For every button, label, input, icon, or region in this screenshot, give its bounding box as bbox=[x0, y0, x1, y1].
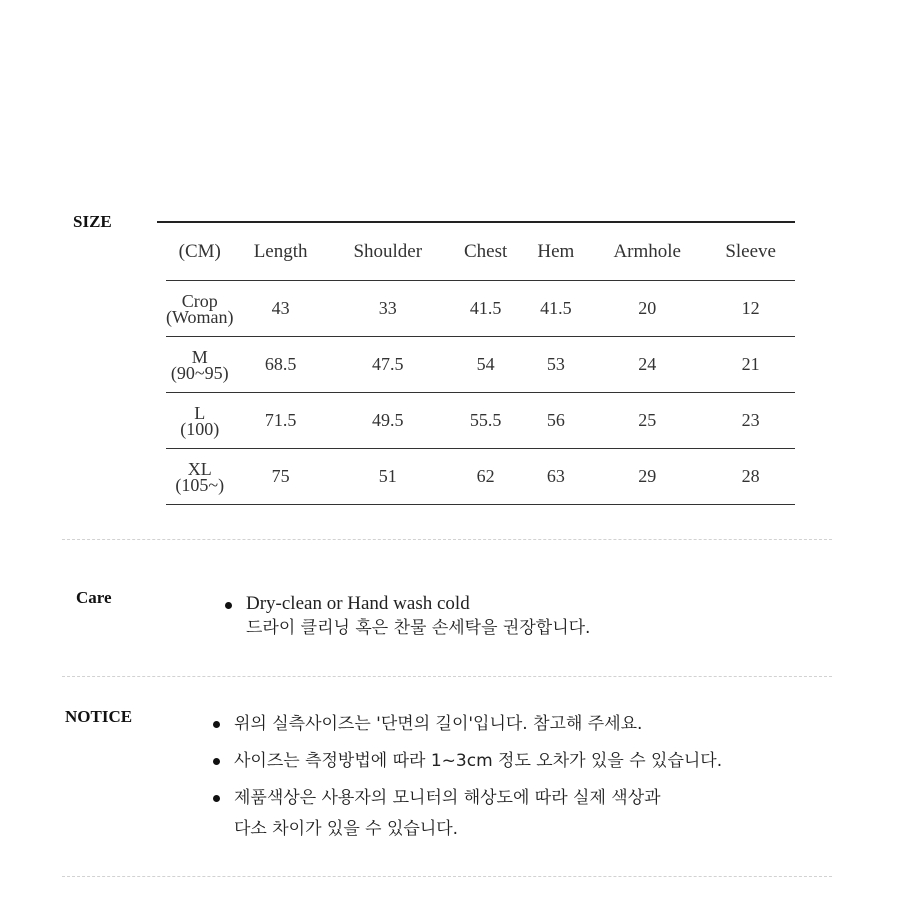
measure-cell: 12 bbox=[706, 281, 795, 337]
header-cell-length: Length bbox=[234, 223, 328, 281]
header-cell-armhole: Armhole bbox=[588, 223, 706, 281]
notice-text: 사이즈는 측정방법에 따라 1~3cm 정도 오차가 있을 수 있습니다. bbox=[234, 751, 723, 771]
section-divider bbox=[62, 876, 832, 877]
list-item bbox=[210, 706, 722, 743]
measure-cell: 56 bbox=[524, 393, 589, 449]
list-item bbox=[210, 780, 722, 817]
table-row bbox=[166, 449, 795, 505]
size-name: Crop bbox=[181, 290, 218, 311]
measure-cell: 47.5 bbox=[328, 337, 448, 393]
measure-cell: 25 bbox=[588, 393, 706, 449]
measure-cell: 21 bbox=[706, 337, 795, 393]
measure-cell: 53 bbox=[524, 337, 589, 393]
size-cell bbox=[166, 449, 234, 505]
table-row bbox=[166, 337, 795, 393]
care-list bbox=[222, 592, 590, 640]
list-item bbox=[222, 592, 590, 640]
size-range: (100) bbox=[180, 418, 220, 439]
measure-cell: 68.5 bbox=[234, 337, 328, 393]
notice-section-label: NOTICE bbox=[65, 707, 133, 726]
size-name: L bbox=[194, 402, 206, 423]
header-cell-sleeve: Sleeve bbox=[706, 223, 795, 281]
care-section-label: Care bbox=[76, 588, 112, 607]
size-section-label: SIZE bbox=[73, 212, 112, 231]
list-item bbox=[210, 743, 722, 780]
measure-cell: 29 bbox=[588, 449, 706, 505]
measure-cell: 43 bbox=[234, 281, 328, 337]
size-name: M bbox=[191, 346, 208, 367]
notice-text-continuation: 다소 차이가 있을 수 있습니다. bbox=[234, 819, 459, 839]
measure-cell: 41.5 bbox=[524, 281, 589, 337]
section-divider bbox=[62, 539, 832, 540]
notice-list bbox=[210, 706, 722, 817]
measure-cell: 71.5 bbox=[234, 393, 328, 449]
size-table bbox=[166, 223, 795, 505]
size-range: (Woman) bbox=[166, 306, 234, 327]
measure-cell: 20 bbox=[588, 281, 706, 337]
measure-cell: 51 bbox=[328, 449, 448, 505]
header-cell-hem: Hem bbox=[524, 223, 589, 281]
size-range: (90~95) bbox=[170, 362, 229, 383]
table-header-row bbox=[166, 223, 795, 281]
measure-cell: 62 bbox=[448, 449, 524, 505]
table-row bbox=[166, 281, 795, 337]
measure-cell: 41.5 bbox=[448, 281, 524, 337]
notice-text: 위의 실측사이즈는 '단면의 길이'입니다. 참고해 주세요. bbox=[234, 714, 643, 734]
care-instruction-ko: 드라이 클리닝 혹은 찬물 손세탁을 권장합니다. bbox=[246, 618, 591, 638]
measure-cell: 54 bbox=[448, 337, 524, 393]
table-row bbox=[166, 393, 795, 449]
measure-cell: 23 bbox=[706, 393, 795, 449]
measure-cell: 33 bbox=[328, 281, 448, 337]
measure-cell: 63 bbox=[524, 449, 589, 505]
measure-cell: 55.5 bbox=[448, 393, 524, 449]
header-cell-unit: (CM) bbox=[166, 223, 234, 281]
header-cell-shoulder: Shoulder bbox=[328, 223, 448, 281]
size-range: (105~) bbox=[175, 474, 225, 495]
measure-cell: 24 bbox=[588, 337, 706, 393]
size-name: XL bbox=[187, 458, 212, 479]
size-cell bbox=[166, 393, 234, 449]
measure-cell: 49.5 bbox=[328, 393, 448, 449]
section-divider bbox=[62, 676, 832, 677]
header-cell-chest: Chest bbox=[448, 223, 524, 281]
notice-text: 제품색상은 사용자의 모니터의 해상도에 따라 실제 색상과 bbox=[234, 788, 661, 808]
measure-cell: 28 bbox=[706, 449, 795, 505]
size-cell bbox=[166, 337, 234, 393]
size-cell bbox=[166, 281, 234, 337]
measure-cell: 75 bbox=[234, 449, 328, 505]
care-instruction-en: Dry-clean or Hand wash cold bbox=[246, 593, 470, 614]
